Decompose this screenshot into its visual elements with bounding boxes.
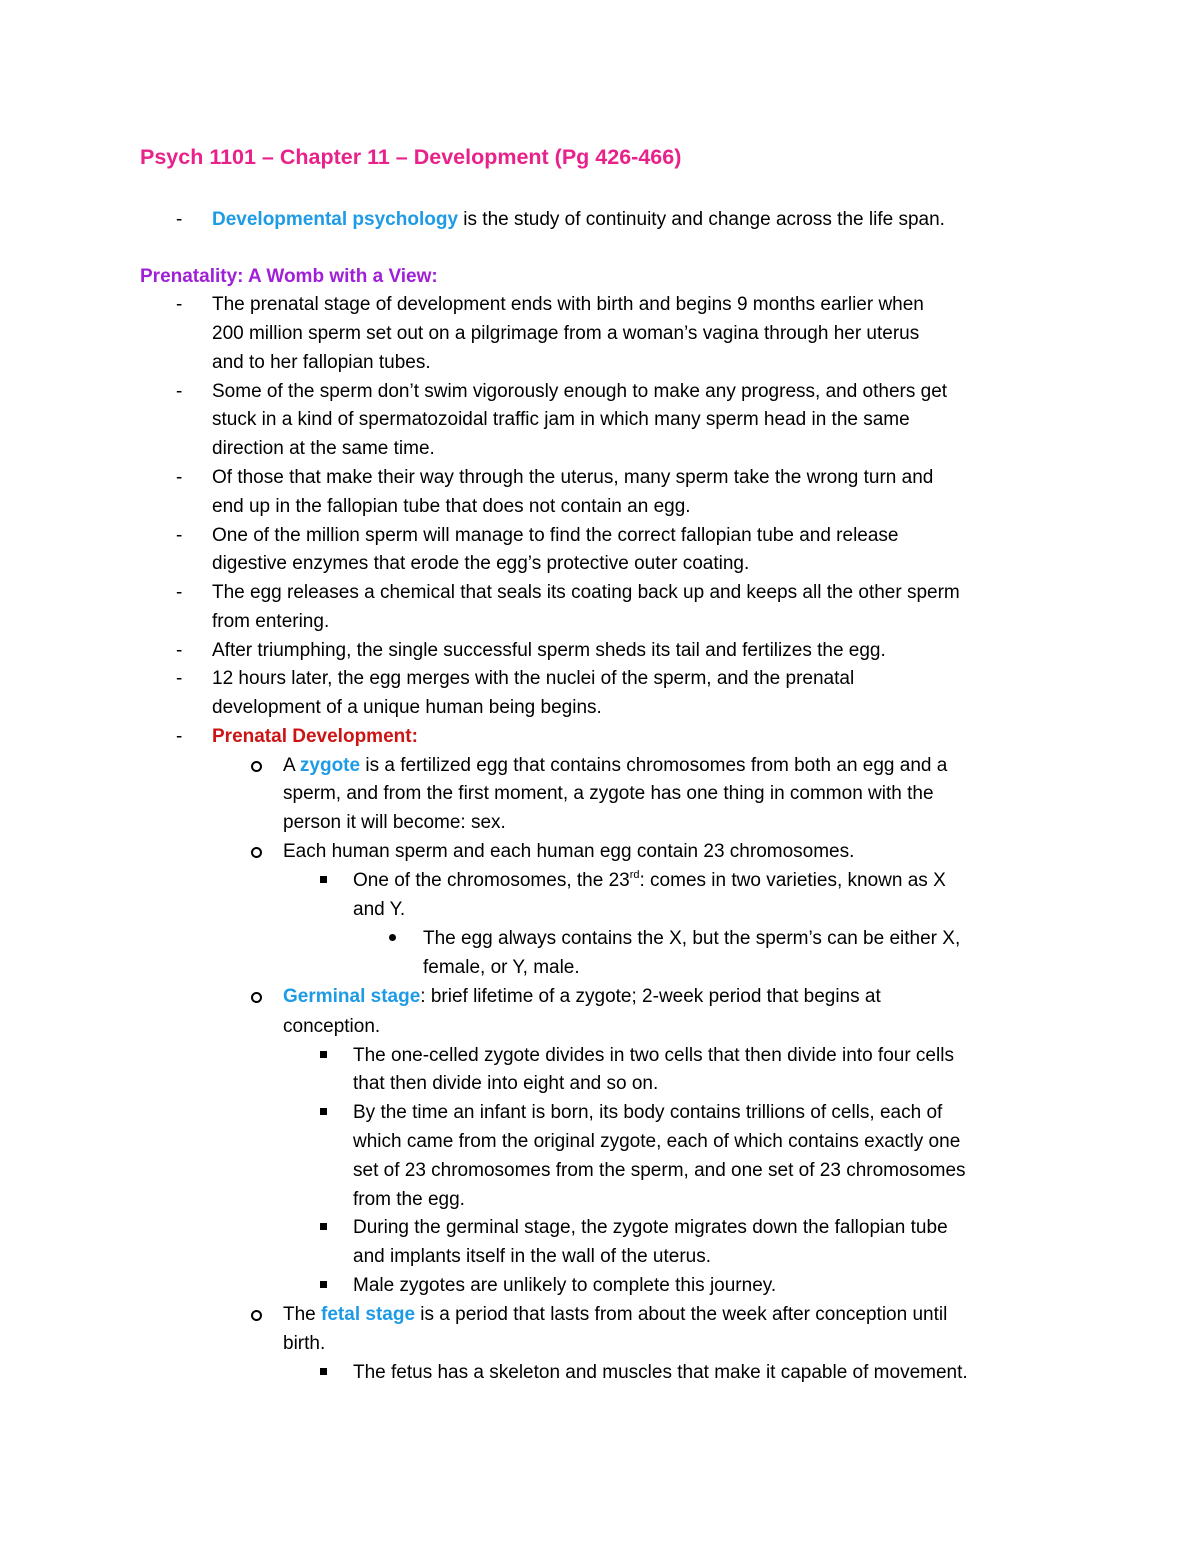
germinal-item-line: and implants itself in the wall of the uterus. [353,1246,712,1267]
germinal-item-line: that then divide into eight and so on. [353,1073,659,1094]
square-bullet-icon [320,1108,327,1115]
dash-bullet: - [176,381,183,402]
germinal-item-line: which came from the original zygote, each of which contains exactly one [353,1131,961,1152]
bullet-line: 12 hours later, the egg merges with the nuclei of the sperm, and the prenatal [212,668,855,689]
bullet-line: digestive enzymes that erode the egg’s protective outer coating. [212,553,750,574]
bullet-line: development of a unique human being begins. [212,697,602,718]
term-developmental-psychology: Developmental psychology [212,209,459,230]
square-bullet-icon [320,1368,327,1375]
square-bullet-icon [320,1223,327,1230]
bullet-line: and to her fallopian tubes. [212,352,431,373]
chromosome-23-line: One of the chromosomes, the 23rd: comes in two varieties, known as X [353,869,946,891]
document-title: Psych 1101 – Chapter 11 – Development (Pg 426-466) [140,145,682,169]
dot-bullet-icon [389,934,396,941]
germinal-item-line: Male zygotes are unlikely to complete this journey. [353,1275,777,1296]
bullet-line: Of those that make their way through the uterus, many sperm take the wrong turn and [212,467,934,488]
germinal-definition: Germinal stage: brief lifetime of a zygote; 2-week period that begins at [283,986,881,1007]
bullet-line: direction at the same time. [212,438,435,459]
bullet-line: After triumphing, the single successful sperm sheds its tail and fertilizes the egg. [212,640,886,661]
term-zygote: zygote [299,755,361,776]
bullet-line: One of the million sperm will manage to find the correct fallopian tube and release [212,525,899,546]
dash-bullet: - [176,525,183,546]
fetal-item-line: The fetus has a skeleton and muscles that make it capable of movement. [353,1362,968,1383]
germinal-item-line: The one-celled zygote divides in two cells that then divide into four cells [353,1045,954,1066]
chromosome-23-line: and Y. [353,899,406,920]
bullet-line: 200 million sperm set out on a pilgrimage from a woman’s vagina through her uterus [212,323,920,344]
square-bullet-icon [320,876,327,883]
bullet-line: Some of the sperm don’t swim vigorously enough to make any progress, and others get [212,381,948,402]
circle-bullet-icon [251,847,262,858]
bullet-line: The egg releases a chemical that seals its coating back up and keeps all the other sperm [212,582,960,603]
term-fetal-stage: fetal stage [321,1304,416,1325]
bullet-line: stuck in a kind of spermatozoidal traffic jam in which many sperm head in the same [212,409,910,430]
dash-bullet: - [176,582,183,603]
dash-bullet: - [176,668,183,689]
section-heading: Prenatality: A Womb with a View: [140,266,438,287]
zygote-line: person it will become: sex. [283,812,506,833]
germinal-line: conception. [283,1016,381,1037]
chromosomes-line: Each human sperm and each human egg contain 23 chromosomes. [283,841,855,862]
dash-bullet: - [176,640,183,661]
fetal-definition: The fetal stage is a period that lasts from about the week after conception until [283,1304,948,1325]
dash-bullet: - [176,209,183,230]
germinal-item-line: By the time an infant is born, its body contains trillions of cells, each of [353,1102,943,1123]
dash-bullet: - [176,726,183,747]
circle-bullet-icon [251,761,262,772]
fetal-line: birth. [283,1333,326,1354]
germinal-item-line: During the germinal stage, the zygote migrates down the fallopian tube [353,1217,948,1238]
zygote-definition: A zygote is a fertilized egg that contains chromosomes from both an egg and a [283,755,948,776]
square-bullet-icon [320,1051,327,1058]
square-bullet-icon [320,1281,327,1288]
bullet-line: end up in the fallopian tube that does not contain an egg. [212,496,691,517]
intro-definition: Developmental psychology is the study of continuity and change across the life span. [212,209,945,230]
circle-bullet-icon [251,1310,262,1321]
bullet-line: The prenatal stage of development ends with birth and begins 9 months earlier when [212,294,924,315]
germinal-item-line: set of 23 chromosomes from the sperm, and one set of 23 chromosomes [353,1160,966,1181]
zygote-line: sperm, and from the first moment, a zygote has one thing in common with the [283,783,934,804]
circle-bullet-icon [251,992,262,1003]
germinal-item-line: from the egg. [353,1189,465,1210]
prenatal-heading: Prenatal Development: [212,726,418,747]
term-germinal-stage: Germinal stage [283,986,421,1007]
dash-bullet: - [176,467,183,488]
xy-line: The egg always contains the X, but the sperm’s can be either X, [423,928,961,949]
dash-bullet: - [176,294,183,315]
bullet-line: from entering. [212,611,330,632]
xy-line: female, or Y, male. [423,957,580,978]
